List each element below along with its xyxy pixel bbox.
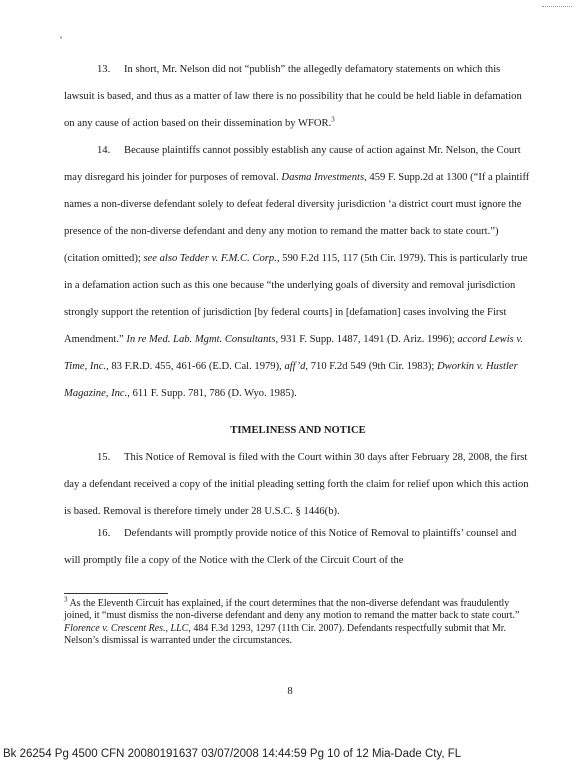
paragraph-text: Defendants will promptly provide notice of this Notice of Removal to plaintiffs’ counsel and will promptly file a copy of the Notice with the Clerk of the Circuit Court of the — [64, 528, 517, 566]
paragraph-number: 15. — [97, 452, 111, 463]
section-heading: TIMELINESS AND NOTICE — [230, 425, 366, 436]
paragraph-text: This Notice of Removal is filed with the Court within 30 days after February 28, 2008, the first day a defendant received a copy of the initial pleading setting forth the claim for relief upon which this action is based. Removal is therefore timely under 28 U.S.C. § 1446(b). — [64, 452, 529, 517]
paragraph-number: 13. — [97, 64, 111, 75]
text-run: , 459 F. Supp.2d at 1300 (“If a plaintiff names a non-diverse defendant solely to defeat federal diversity jurisdiction ‘a district court must ignore the presence of the non-diverse defendant and deny any motion to remand the matter back to state court.”) (citation omitted); — [64, 172, 530, 264]
citation-italic: see also Tedder v. F.M.C. Corp. — [143, 253, 277, 264]
footnote-reference: 3 — [331, 115, 335, 124]
recording-stamp: Bk 26254 Pg 4500 CFN 20080191637 03/07/2008 14:44:59 Pg 10 of 12 Mia-Dade Cty, FL — [3, 748, 462, 760]
text-run: , 590 F.2d 115, 117 (5th Cir. 1979). This is particularly true in a defamation action such as this one because “the underlying goals of diversity and removal jurisdiction strongly support the retention of jurisdiction [by federal courts] in [defamation] cases involving the First Amendment.” — [64, 253, 528, 345]
text-run: , 484 F.3d 1293, 1297 (11th Cir. 2007). Defendants respectfully submit that Mr. Nelson’s dismissal is warranted under the circumstances. — [64, 622, 507, 646]
text-run: , 710 F.2d 549 (9th Cir. 1983); — [305, 361, 437, 372]
footnote-divider — [64, 593, 168, 594]
citation-italic: Florence v. Crescent Res., LLC — [64, 622, 189, 634]
page-number: 8 — [287, 686, 293, 697]
paragraph-number: 14. — [97, 145, 111, 156]
section-heading-block — [64, 417, 532, 444]
citation-italic: Dasma Investments — [281, 172, 365, 183]
citation-italic: accord Lewis v. Time, Inc. — [64, 334, 523, 372]
paragraph-16 — [64, 520, 532, 574]
paragraph-14 — [64, 137, 532, 407]
text-run: , 931 F. Supp. 1487, 1491 (D. Ariz. 1996); — [275, 334, 458, 345]
footnote-text — [64, 595, 520, 646]
scan-corner-mark — [542, 6, 572, 7]
text-run: As the Eleventh Circuit has explained, if the court determines that the non-diverse defendant was fraudulently joined, it “must dismiss the non-diverse defendant and deny any motion to remand the matter back to state court.” — [64, 598, 520, 622]
footnote-marker: 3 — [64, 595, 68, 604]
paragraph-13 — [64, 56, 532, 137]
scan-margin-mark — [60, 36, 62, 39]
citation-italic: In re Med. Lab. Mgmt. Consultants — [126, 334, 276, 345]
text-run: , 611 F. Supp. 781, 786 (D. Wyo. 1985). — [127, 388, 297, 399]
paragraph-number: 16. — [97, 528, 111, 539]
citation-italic: aff’d — [284, 361, 306, 372]
paragraph-text — [64, 145, 529, 399]
paragraph-15 — [64, 444, 532, 525]
text-run: , 83 F.R.D. 455, 461-66 (E.D. Cal. 1979), — [106, 361, 285, 372]
citation-italic: Dworkin v. Hustler Magazine, Inc. — [64, 361, 518, 399]
text-run: Because plaintiffs cannot possibly establish any cause of action against Mr. Nelson, the Court may disregard his joinder for purposes of removal. — [64, 145, 521, 183]
footnote — [64, 595, 534, 647]
paragraph-text: In short, Mr. Nelson did not “publish” the allegedly defamatory statements on which this lawsuit is based, and thus as a matter of law there is no possibility that he could be held liable in defamation on any cause of action based on their dissemination by WFOR. — [64, 64, 522, 129]
